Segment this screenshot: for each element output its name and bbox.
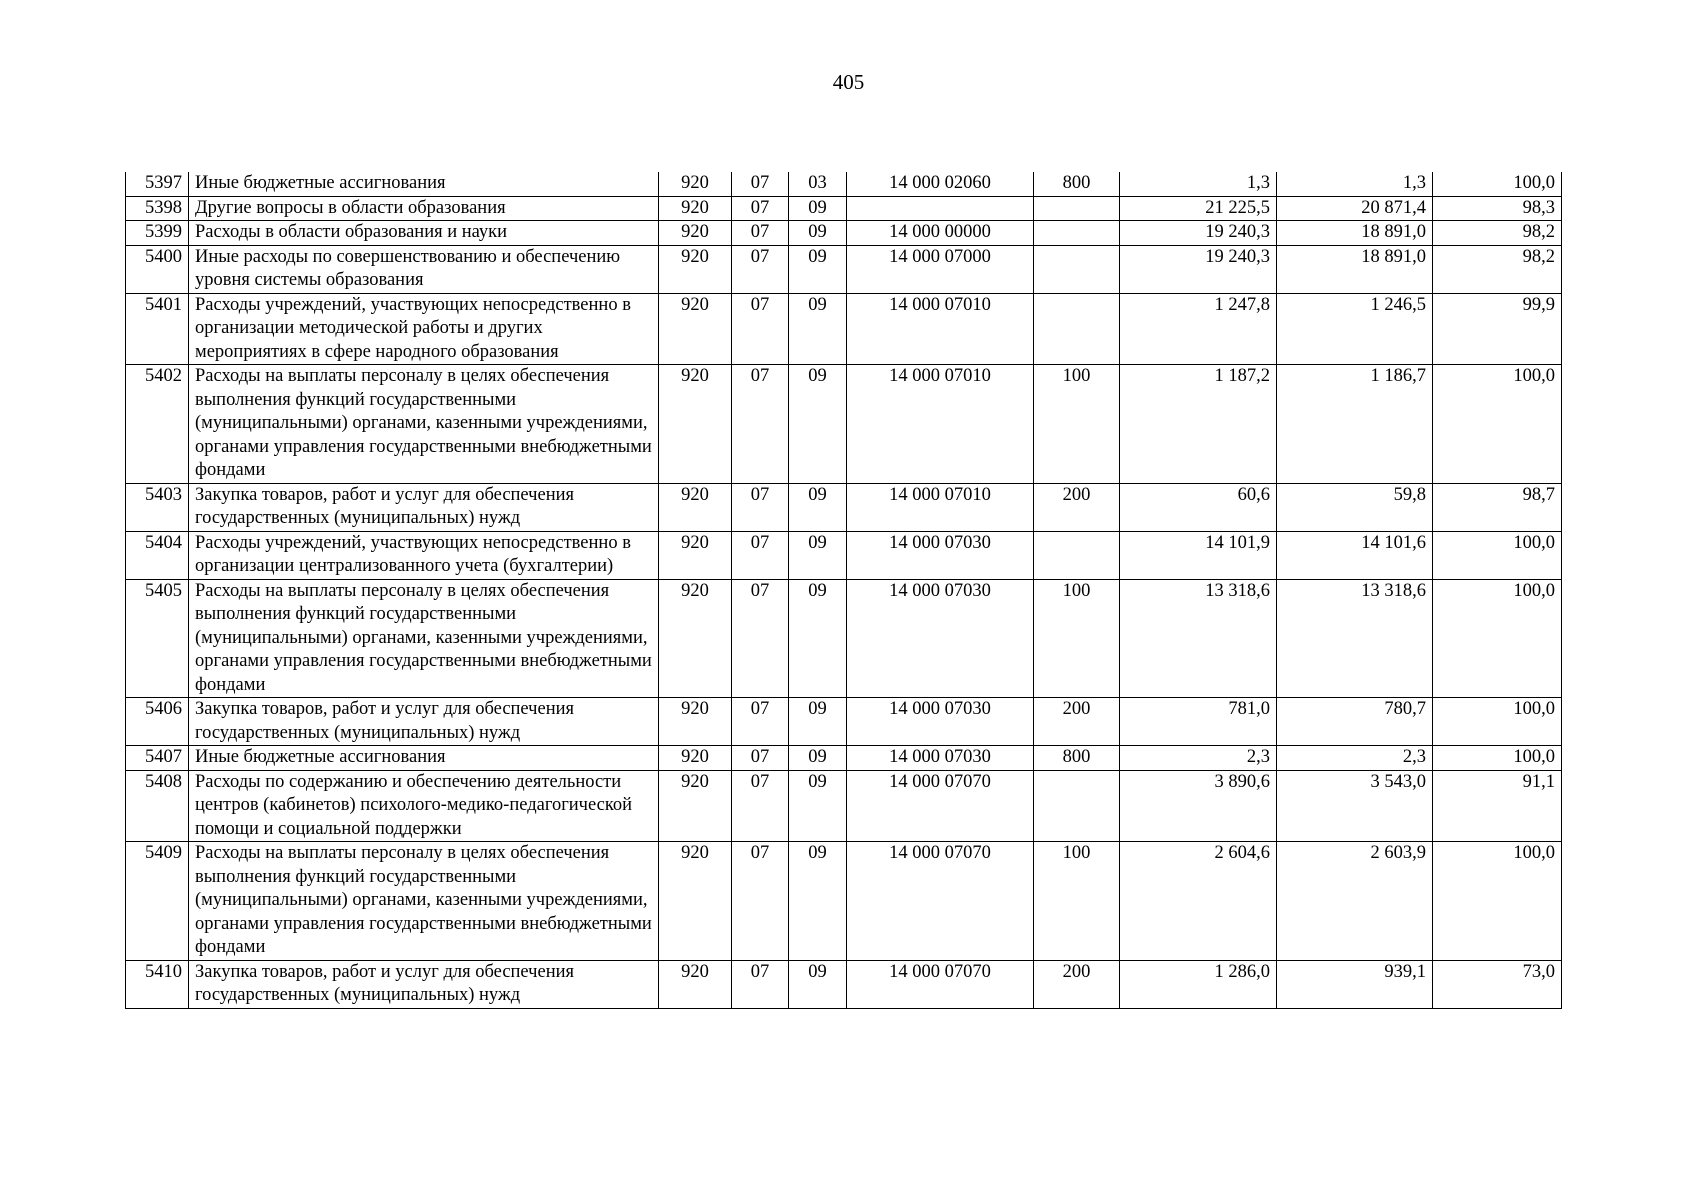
subsection-code-cell: 09 [789,483,847,531]
table-row [126,960,1562,1008]
planned-amount-cell: 14 101,9 [1120,531,1277,579]
expense-type-cell: 800 [1034,746,1120,771]
actual-amount-cell: 780,7 [1277,698,1433,746]
subsection-code-cell: 09 [789,770,847,842]
execution-percent-cell: 100,0 [1433,746,1562,771]
table-row [126,196,1562,221]
department-code-cell: 920 [659,365,732,484]
department-code-cell: 920 [659,531,732,579]
expense-name-cell: Иные бюджетные ассигнования [189,172,659,196]
planned-amount-cell: 21 225,5 [1120,196,1277,221]
target-article-cell: 14 000 02060 [847,172,1034,196]
row-number-cell: 5398 [126,196,189,221]
department-code-cell: 920 [659,746,732,771]
subsection-code-cell: 09 [789,365,847,484]
expense-name-cell: Другие вопросы в области образования [189,196,659,221]
section-code-cell: 07 [732,698,789,746]
planned-amount-cell: 2,3 [1120,746,1277,771]
actual-amount-cell: 939,1 [1277,960,1433,1008]
row-number-cell: 5400 [126,245,189,293]
section-code-cell: 07 [732,579,789,698]
planned-amount-cell: 781,0 [1120,698,1277,746]
expense-name-cell: Расходы на выплаты персоналу в целях обеспечения выполнения функций государственными (муниципальными) органами, казенными учреждениями, органами управления государственными внебюджетными фондами [189,842,659,961]
expense-type-cell: 100 [1034,842,1120,961]
row-number-cell: 5403 [126,483,189,531]
execution-percent-cell: 98,2 [1433,221,1562,246]
actual-amount-cell: 2,3 [1277,746,1433,771]
execution-percent-cell: 98,2 [1433,245,1562,293]
row-number-cell: 5410 [126,960,189,1008]
row-number-cell: 5401 [126,293,189,365]
table-row [126,746,1562,771]
row-number-cell: 5406 [126,698,189,746]
planned-amount-cell: 60,6 [1120,483,1277,531]
execution-percent-cell: 100,0 [1433,365,1562,484]
table-row [126,770,1562,842]
actual-amount-cell: 14 101,6 [1277,531,1433,579]
section-code-cell: 07 [732,221,789,246]
table-row [126,293,1562,365]
target-article-cell: 14 000 07030 [847,531,1034,579]
department-code-cell: 920 [659,196,732,221]
budget-table [125,172,1562,1009]
expense-name-cell: Иные расходы по совершенствованию и обеспечению уровня системы образования [189,245,659,293]
execution-percent-cell: 100,0 [1433,842,1562,961]
row-number-cell: 5407 [126,746,189,771]
planned-amount-cell: 19 240,3 [1120,245,1277,293]
table-row [126,172,1562,196]
department-code-cell: 920 [659,221,732,246]
expense-type-cell [1034,531,1120,579]
section-code-cell: 07 [732,365,789,484]
execution-percent-cell: 98,7 [1433,483,1562,531]
planned-amount-cell: 2 604,6 [1120,842,1277,961]
expense-type-cell: 200 [1034,960,1120,1008]
expense-type-cell: 100 [1034,579,1120,698]
subsection-code-cell: 09 [789,245,847,293]
expense-name-cell: Закупка товаров, работ и услуг для обеспечения государственных (муниципальных) нужд [189,698,659,746]
execution-percent-cell: 99,9 [1433,293,1562,365]
department-code-cell: 920 [659,293,732,365]
expense-name-cell: Закупка товаров, работ и услуг для обеспечения государственных (муниципальных) нужд [189,960,659,1008]
row-number-cell: 5402 [126,365,189,484]
planned-amount-cell: 1,3 [1120,172,1277,196]
page-number: 405 [832,70,865,94]
target-article-cell: 14 000 07010 [847,483,1034,531]
planned-amount-cell: 13 318,6 [1120,579,1277,698]
actual-amount-cell: 1,3 [1277,172,1433,196]
department-code-cell: 920 [659,770,732,842]
expense-type-cell [1034,293,1120,365]
target-article-cell: 14 000 00000 [847,221,1034,246]
subsection-code-cell: 09 [789,746,847,771]
subsection-code-cell: 03 [789,172,847,196]
table-body [126,172,1562,1008]
department-code-cell: 920 [659,245,732,293]
expense-type-cell: 200 [1034,698,1120,746]
expense-name-cell: Расходы на выплаты персоналу в целях обеспечения выполнения функций государственными (муниципальными) органами, казенными учреждениями, органами управления государственными внебюджетными фондами [189,579,659,698]
expense-type-cell [1034,196,1120,221]
row-number-cell: 5404 [126,531,189,579]
target-article-cell: 14 000 07030 [847,698,1034,746]
execution-percent-cell: 100,0 [1433,579,1562,698]
section-code-cell: 07 [732,483,789,531]
expense-name-cell: Расходы учреждений, участвующих непосредственно в организации методической работы и других мероприятиях в сфере народного образования [189,293,659,365]
expense-name-cell: Расходы по содержанию и обеспечению деятельности центров (кабинетов) психолого-медико-педагогической помощи и социальной поддержки [189,770,659,842]
subsection-code-cell: 09 [789,842,847,961]
expense-type-cell: 800 [1034,172,1120,196]
table-row [126,531,1562,579]
table-row [126,698,1562,746]
target-article-cell: 14 000 07030 [847,579,1034,698]
section-code-cell: 07 [732,293,789,365]
department-code-cell: 920 [659,483,732,531]
planned-amount-cell: 1 247,8 [1120,293,1277,365]
execution-percent-cell: 100,0 [1433,698,1562,746]
actual-amount-cell: 2 603,9 [1277,842,1433,961]
row-number-cell: 5408 [126,770,189,842]
target-article-cell: 14 000 07010 [847,365,1034,484]
expense-name-cell: Иные бюджетные ассигнования [189,746,659,771]
planned-amount-cell: 3 890,6 [1120,770,1277,842]
expense-type-cell [1034,245,1120,293]
section-code-cell: 07 [732,770,789,842]
execution-percent-cell: 98,3 [1433,196,1562,221]
expense-type-cell: 200 [1034,483,1120,531]
execution-percent-cell: 100,0 [1433,172,1562,196]
section-code-cell: 07 [732,172,789,196]
planned-amount-cell: 1 187,2 [1120,365,1277,484]
execution-percent-cell: 73,0 [1433,960,1562,1008]
row-number-cell: 5399 [126,221,189,246]
target-article-cell: 14 000 07030 [847,746,1034,771]
department-code-cell: 920 [659,698,732,746]
target-article-cell: 14 000 07070 [847,842,1034,961]
department-code-cell: 920 [659,960,732,1008]
expense-name-cell: Расходы на выплаты персоналу в целях обеспечения выполнения функций государственными (муниципальными) органами, казенными учреждениями, органами управления государственными внебюджетными фондами [189,365,659,484]
row-number-cell: 5409 [126,842,189,961]
subsection-code-cell: 09 [789,579,847,698]
subsection-code-cell: 09 [789,221,847,246]
section-code-cell: 07 [732,842,789,961]
section-code-cell: 07 [732,960,789,1008]
actual-amount-cell: 18 891,0 [1277,245,1433,293]
section-code-cell: 07 [732,531,789,579]
target-article-cell: 14 000 07070 [847,770,1034,842]
department-code-cell: 920 [659,172,732,196]
planned-amount-cell: 19 240,3 [1120,221,1277,246]
actual-amount-cell: 20 871,4 [1277,196,1433,221]
expense-name-cell: Закупка товаров, работ и услуг для обеспечения государственных (муниципальных) нужд [189,483,659,531]
department-code-cell: 920 [659,579,732,698]
actual-amount-cell: 3 543,0 [1277,770,1433,842]
subsection-code-cell: 09 [789,293,847,365]
subsection-code-cell: 09 [789,531,847,579]
expense-type-cell [1034,770,1120,842]
section-code-cell: 07 [732,245,789,293]
execution-percent-cell: 91,1 [1433,770,1562,842]
subsection-code-cell: 09 [789,196,847,221]
actual-amount-cell: 1 246,5 [1277,293,1433,365]
section-code-cell: 07 [732,196,789,221]
subsection-code-cell: 09 [789,698,847,746]
row-number-cell: 5397 [126,172,189,196]
table-row [126,221,1562,246]
expense-name-cell: Расходы учреждений, участвующих непосредственно в организации централизованного учета (бухгалтерии) [189,531,659,579]
expense-type-cell [1034,221,1120,246]
target-article-cell: 14 000 07070 [847,960,1034,1008]
target-article-cell [847,196,1034,221]
row-number-cell: 5405 [126,579,189,698]
section-code-cell: 07 [732,746,789,771]
target-article-cell: 14 000 07000 [847,245,1034,293]
table-row [126,483,1562,531]
execution-percent-cell: 100,0 [1433,531,1562,579]
table-row [126,245,1562,293]
department-code-cell: 920 [659,842,732,961]
subsection-code-cell: 09 [789,960,847,1008]
table-row [126,842,1562,961]
actual-amount-cell: 1 186,7 [1277,365,1433,484]
actual-amount-cell: 18 891,0 [1277,221,1433,246]
expense-name-cell: Расходы в области образования и науки [189,221,659,246]
planned-amount-cell: 1 286,0 [1120,960,1277,1008]
table-row [126,365,1562,484]
target-article-cell: 14 000 07010 [847,293,1034,365]
actual-amount-cell: 59,8 [1277,483,1433,531]
expense-type-cell: 100 [1034,365,1120,484]
table-row [126,579,1562,698]
actual-amount-cell: 13 318,6 [1277,579,1433,698]
